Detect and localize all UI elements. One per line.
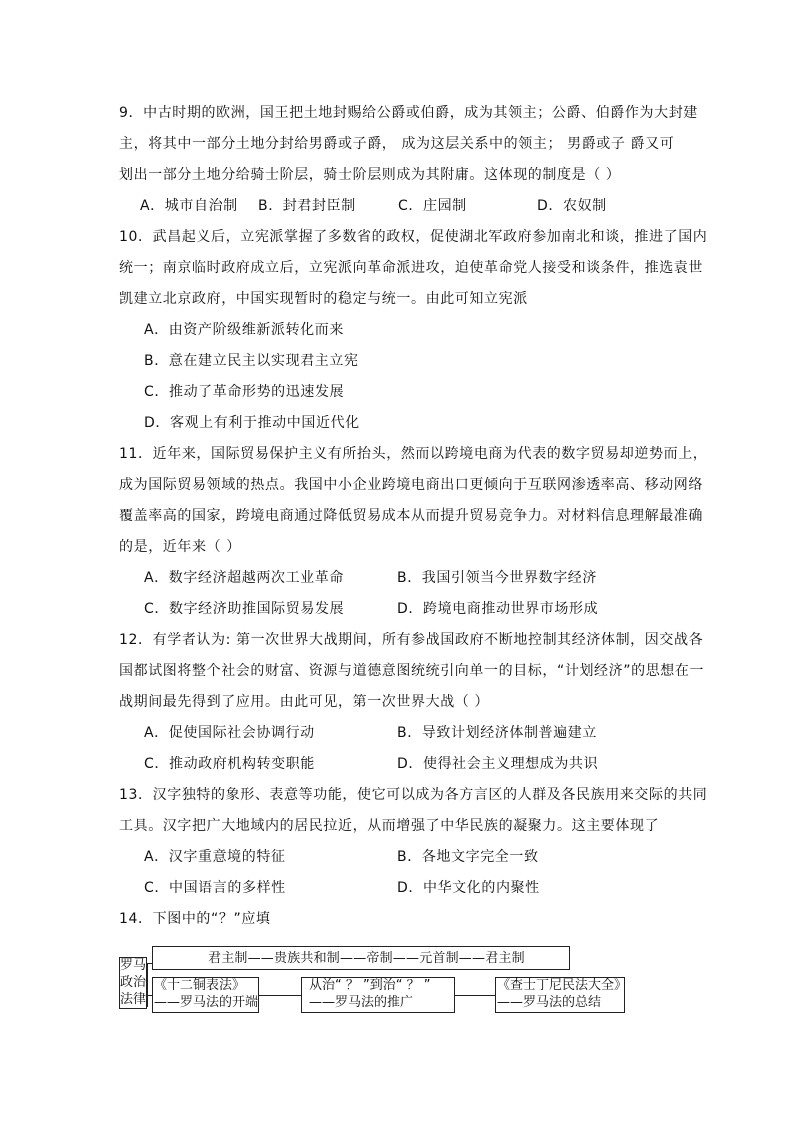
option-c[interactable]: C．推动政府机构转变职能 [144,756,315,772]
law-box-subtitle: ——罗马法的总结 [497,995,602,1010]
law-box-subtitle: ——罗马法的开端 [154,995,259,1010]
option-a[interactable]: A．汉字重意境的特征 [144,849,286,865]
option-a[interactable]: A．城市自治制 [140,198,238,214]
option-d[interactable]: D．使得社会主义理想成为共识 [397,756,599,772]
connector-line [455,995,495,996]
option-b[interactable]: B．封君封臣制 [258,198,356,214]
law-box-subtitle: ——罗马法的推广 [309,995,414,1010]
option-a[interactable]: A．数字经济超越两次工业革命 [144,570,344,586]
politics-chain-text: 君主制——贵族共和制——帝制——元首制——君主制 [208,951,525,966]
option-c[interactable]: C．庄园制 [398,198,467,214]
option-b[interactable]: B．各地文字完全一致 [397,849,539,865]
question-text-line: 国都试图将整个社会的财富、资源与道德意图统统引向单一的目标，“计划经济”的思想在一 [119,663,705,679]
question-text-line: 统一；南京临时政府成立后，立宪派向革命派进攻，迫使革命党人接受和谈条件，推选袁世 [119,260,703,276]
option-d[interactable]: D．客观上有利于推动中国近代化 [144,415,360,431]
option-c[interactable]: C．推动了革命形势的迅速发展 [144,384,345,400]
option-d[interactable]: D．农奴制 [537,198,607,214]
question-text-line: 12．有学者认为: 第一次世界大战期间，所有参战国政府不断地控制其经济体制，因交战各 [119,632,704,648]
question-text-line: 覆盖率高的国家，跨境电商通过降低贸易成本从而提升贸易竞争力。对材料信息理解最准确 [119,508,703,524]
side-label-line: 法律 [120,992,147,1007]
option-b[interactable]: B．意在建立民主以实现君主立宪 [144,353,359,369]
question-text-line: 划出一部分土地分给骑士阶层，骑士阶层则成为其附庸。这体现的制度是（ ） [119,167,621,183]
option-b[interactable]: B．导致计划经济体制普遍建立 [397,725,598,741]
question-text-line: 9．中古时期的欧洲，国王把土地封赐给公爵或伯爵，成为其领主；公爵、伯爵作为大封建 [119,105,698,121]
question-text-line: 主，将其中一部分土地分封给男爵或子爵， 成为这层关系中的领主； 男爵或子 爵又可 [119,136,675,152]
option-a[interactable]: A．由资产阶级维新派转化而来 [144,322,344,338]
side-label-line: 罗马 [120,958,147,973]
connector-line [147,963,148,1007]
question-text-line: 战期间最先得到了应用。由此可见，第一次世界大战（ ） [119,694,490,710]
question-text-line: 11．近年来，国际贸易保护主义有所抬头，然而以跨境电商为代表的数字贸易却逆势而上， [119,446,708,462]
option-a[interactable]: A．促使国际社会协调行动 [144,725,315,741]
option-b[interactable]: B．我国引领当今世界数字经济 [397,570,598,586]
question-text-line: 成为国际贸易领域的热点。我国中小企业跨境电商出口更倾向于互联网渗透率高、移动网络 [119,477,703,493]
question-text-line: 凯建立北京政府，中国实现暂时的稳定与统一。由此可知立宪派 [119,291,528,307]
question-text-line: 的是，近年来（ ） [119,539,241,555]
law-box-title: 《十二铜表法》 [154,978,246,993]
connector-line [259,995,301,996]
question-text-line: 10．武昌起义后，立宪派掌握了多数省的政权，促使湖北军政府参加南北和谈，推进了国内 [119,229,708,245]
law-box-title: 《查士丁尼民法大全》 [497,978,628,993]
option-c[interactable]: C．数字经济助推国际贸易发展 [144,601,345,617]
question-text-line: 工具。汉字把广大地域内的居民拉近，从而增强了中华民族的凝聚力。这主要体现了 [119,818,660,834]
side-label-line: 政治 [120,975,147,990]
option-c[interactable]: C．中国语言的多样性 [144,880,286,896]
question-text-line: 13．汉字独特的象形、表意等功能，使它可以成为各方言区的人群及各民族用来交际的共同 [119,787,708,803]
option-d[interactable]: D．中华文化的内聚性 [397,880,540,896]
question-text-line: 14．下图中的“？”应填 [119,911,271,927]
option-d[interactable]: D．跨境电商推动世界市场形成 [397,601,599,617]
law-box-title: 从治“ ？ ”到治“ ？ ” [309,978,431,993]
